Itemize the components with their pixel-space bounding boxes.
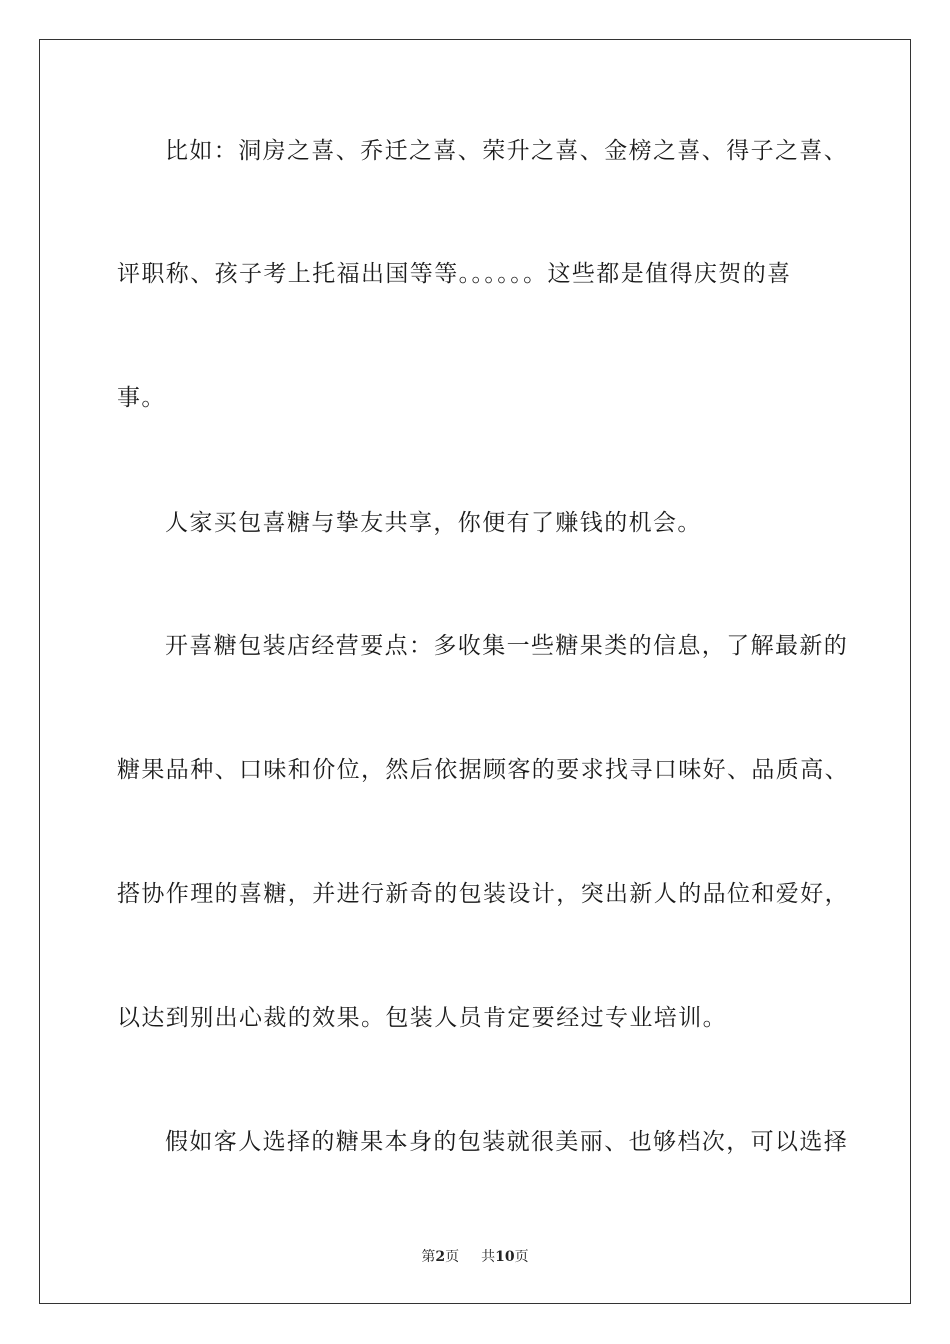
paragraph-4-line-1: 假如客人选择的糖果本身的包装就很美丽、也够档次，可以选择 bbox=[165, 1129, 849, 1155]
paragraph-1-line-3: 事。 bbox=[117, 385, 166, 411]
paragraph-1-line-1: 比如：洞房之喜、乔迁之喜、荣升之喜、金榜之喜、得子之喜、 bbox=[165, 138, 849, 164]
paragraph-3-line-1: 开喜糖包装店经营要点：多收集一些糖果类的信息，了解最新的 bbox=[165, 633, 849, 659]
paragraph-1-line-2: 评职称、孩子考上托福出国等等。。。。。。这些都是值得庆贺的喜 bbox=[117, 261, 792, 287]
footer-page-suffix: 页 bbox=[445, 1249, 460, 1265]
footer-page-prefix: 第 bbox=[421, 1249, 436, 1265]
footer-total-pages: 10 bbox=[495, 1249, 515, 1265]
paragraph-3-line-3: 搭协作理的喜糖，并进行新奇的包装设计，突出新人的品位和爱好， bbox=[117, 881, 849, 907]
page-footer bbox=[0, 1247, 950, 1267]
footer-total-prefix: 共 bbox=[481, 1249, 496, 1265]
paragraph-3-line-4: 以达到别出心裁的效果。包装人员肯定要经过专业培训。 bbox=[117, 1005, 727, 1031]
paragraph-3-line-2: 糖果品种、口味和价位，然后依据顾客的要求找寻口味好、品质高、 bbox=[117, 757, 849, 783]
page-frame bbox=[39, 39, 911, 1304]
paragraph-2-line-1: 人家买包喜糖与挚友共享，你便有了赚钱的机会。 bbox=[165, 510, 702, 536]
footer-page-number: 2 bbox=[435, 1249, 446, 1265]
footer-total-suffix: 页 bbox=[514, 1249, 529, 1265]
